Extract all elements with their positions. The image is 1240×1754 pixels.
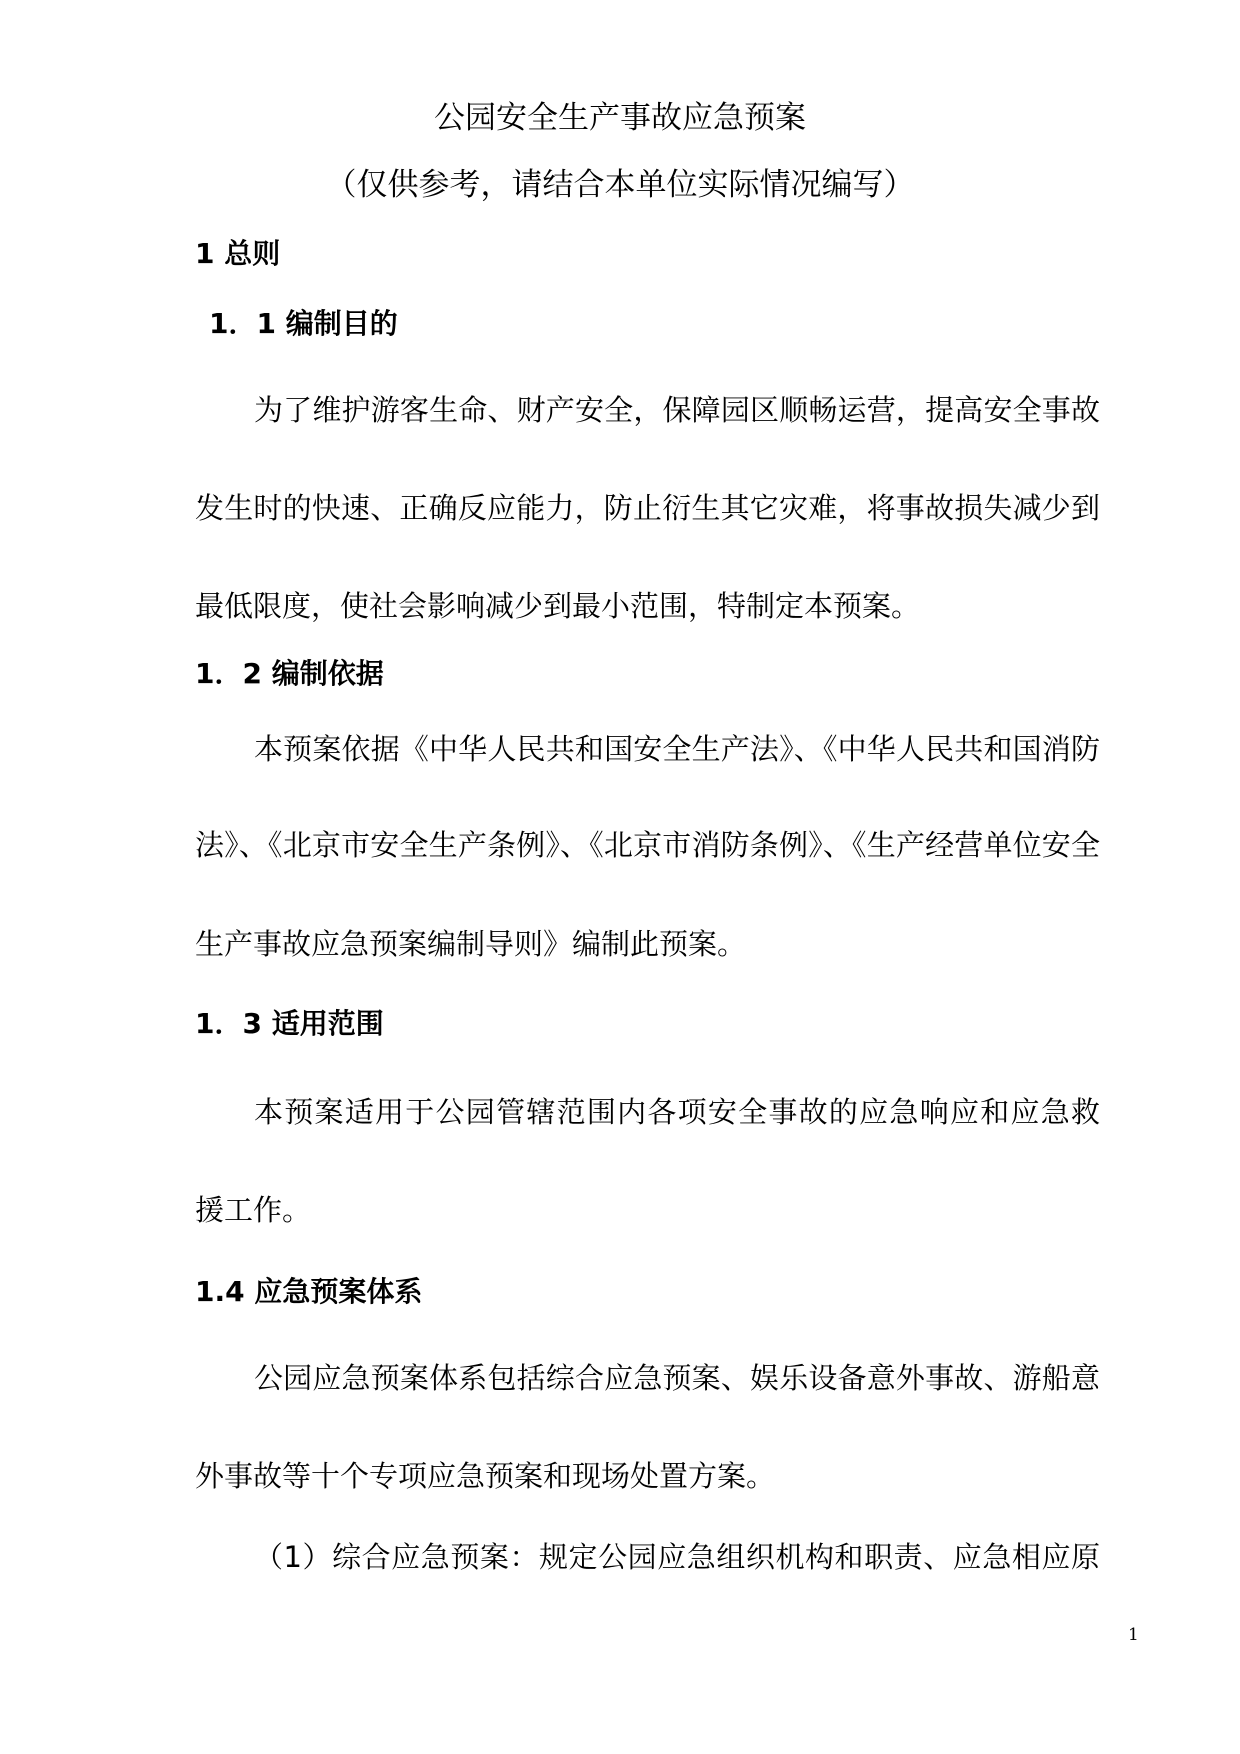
paragraph-line: （1）综合应急预案：规定公园应急组织机构和职责、应急相应原 (254, 1540, 1100, 1574)
paragraph-line: 外事故等十个专项应急预案和现场处置方案。 (195, 1459, 776, 1493)
section-heading-scope: 1．3 适用范围 (195, 1007, 384, 1040)
paragraph-line: 最低限度，使社会影响减少到最小范围，特制定本预案。 (195, 589, 921, 623)
paragraph-line: 援工作。 (195, 1193, 312, 1227)
paragraph-line: 为了维护游客生命、财产安全，保障园区顺畅运营，提高安全事故 (254, 393, 1100, 427)
page-number: 1 (1128, 1625, 1139, 1645)
paragraph-line: 公园应急预案体系包括综合应急预案、娱乐设备意外事故、游船意 (254, 1361, 1100, 1395)
paragraph-line: 法》、《北京市安全生产条例》、《北京市消防条例》、《生产经营单位安全 (195, 828, 1100, 862)
document-subtitle: （仅供参考，请结合本单位实际情况编写） (325, 167, 915, 203)
section-heading-basis: 1．2 编制依据 (195, 657, 384, 690)
section-heading-general: 1 总则 (195, 237, 281, 270)
paragraph-line: 本预案依据《中华人民共和国安全生产法》、《中华人民共和国消防 (254, 732, 1100, 766)
document-title: 公园安全生产事故应急预案 (434, 100, 806, 136)
section-heading-plan-system: 1.4 应急预案体系 (195, 1275, 423, 1308)
paragraph-line: 发生时的快速、正确反应能力，防止衍生其它灾难，将事故损失减少到 (195, 491, 1100, 525)
paragraph-line: 生产事故应急预案编制导则》编制此预案。 (195, 927, 747, 961)
section-heading-purpose: 1．1 编制目的 (209, 307, 398, 340)
paragraph-line: 本预案适用于公园管辖范围内各项安全事故的应急响应和应急救 (254, 1095, 1100, 1129)
